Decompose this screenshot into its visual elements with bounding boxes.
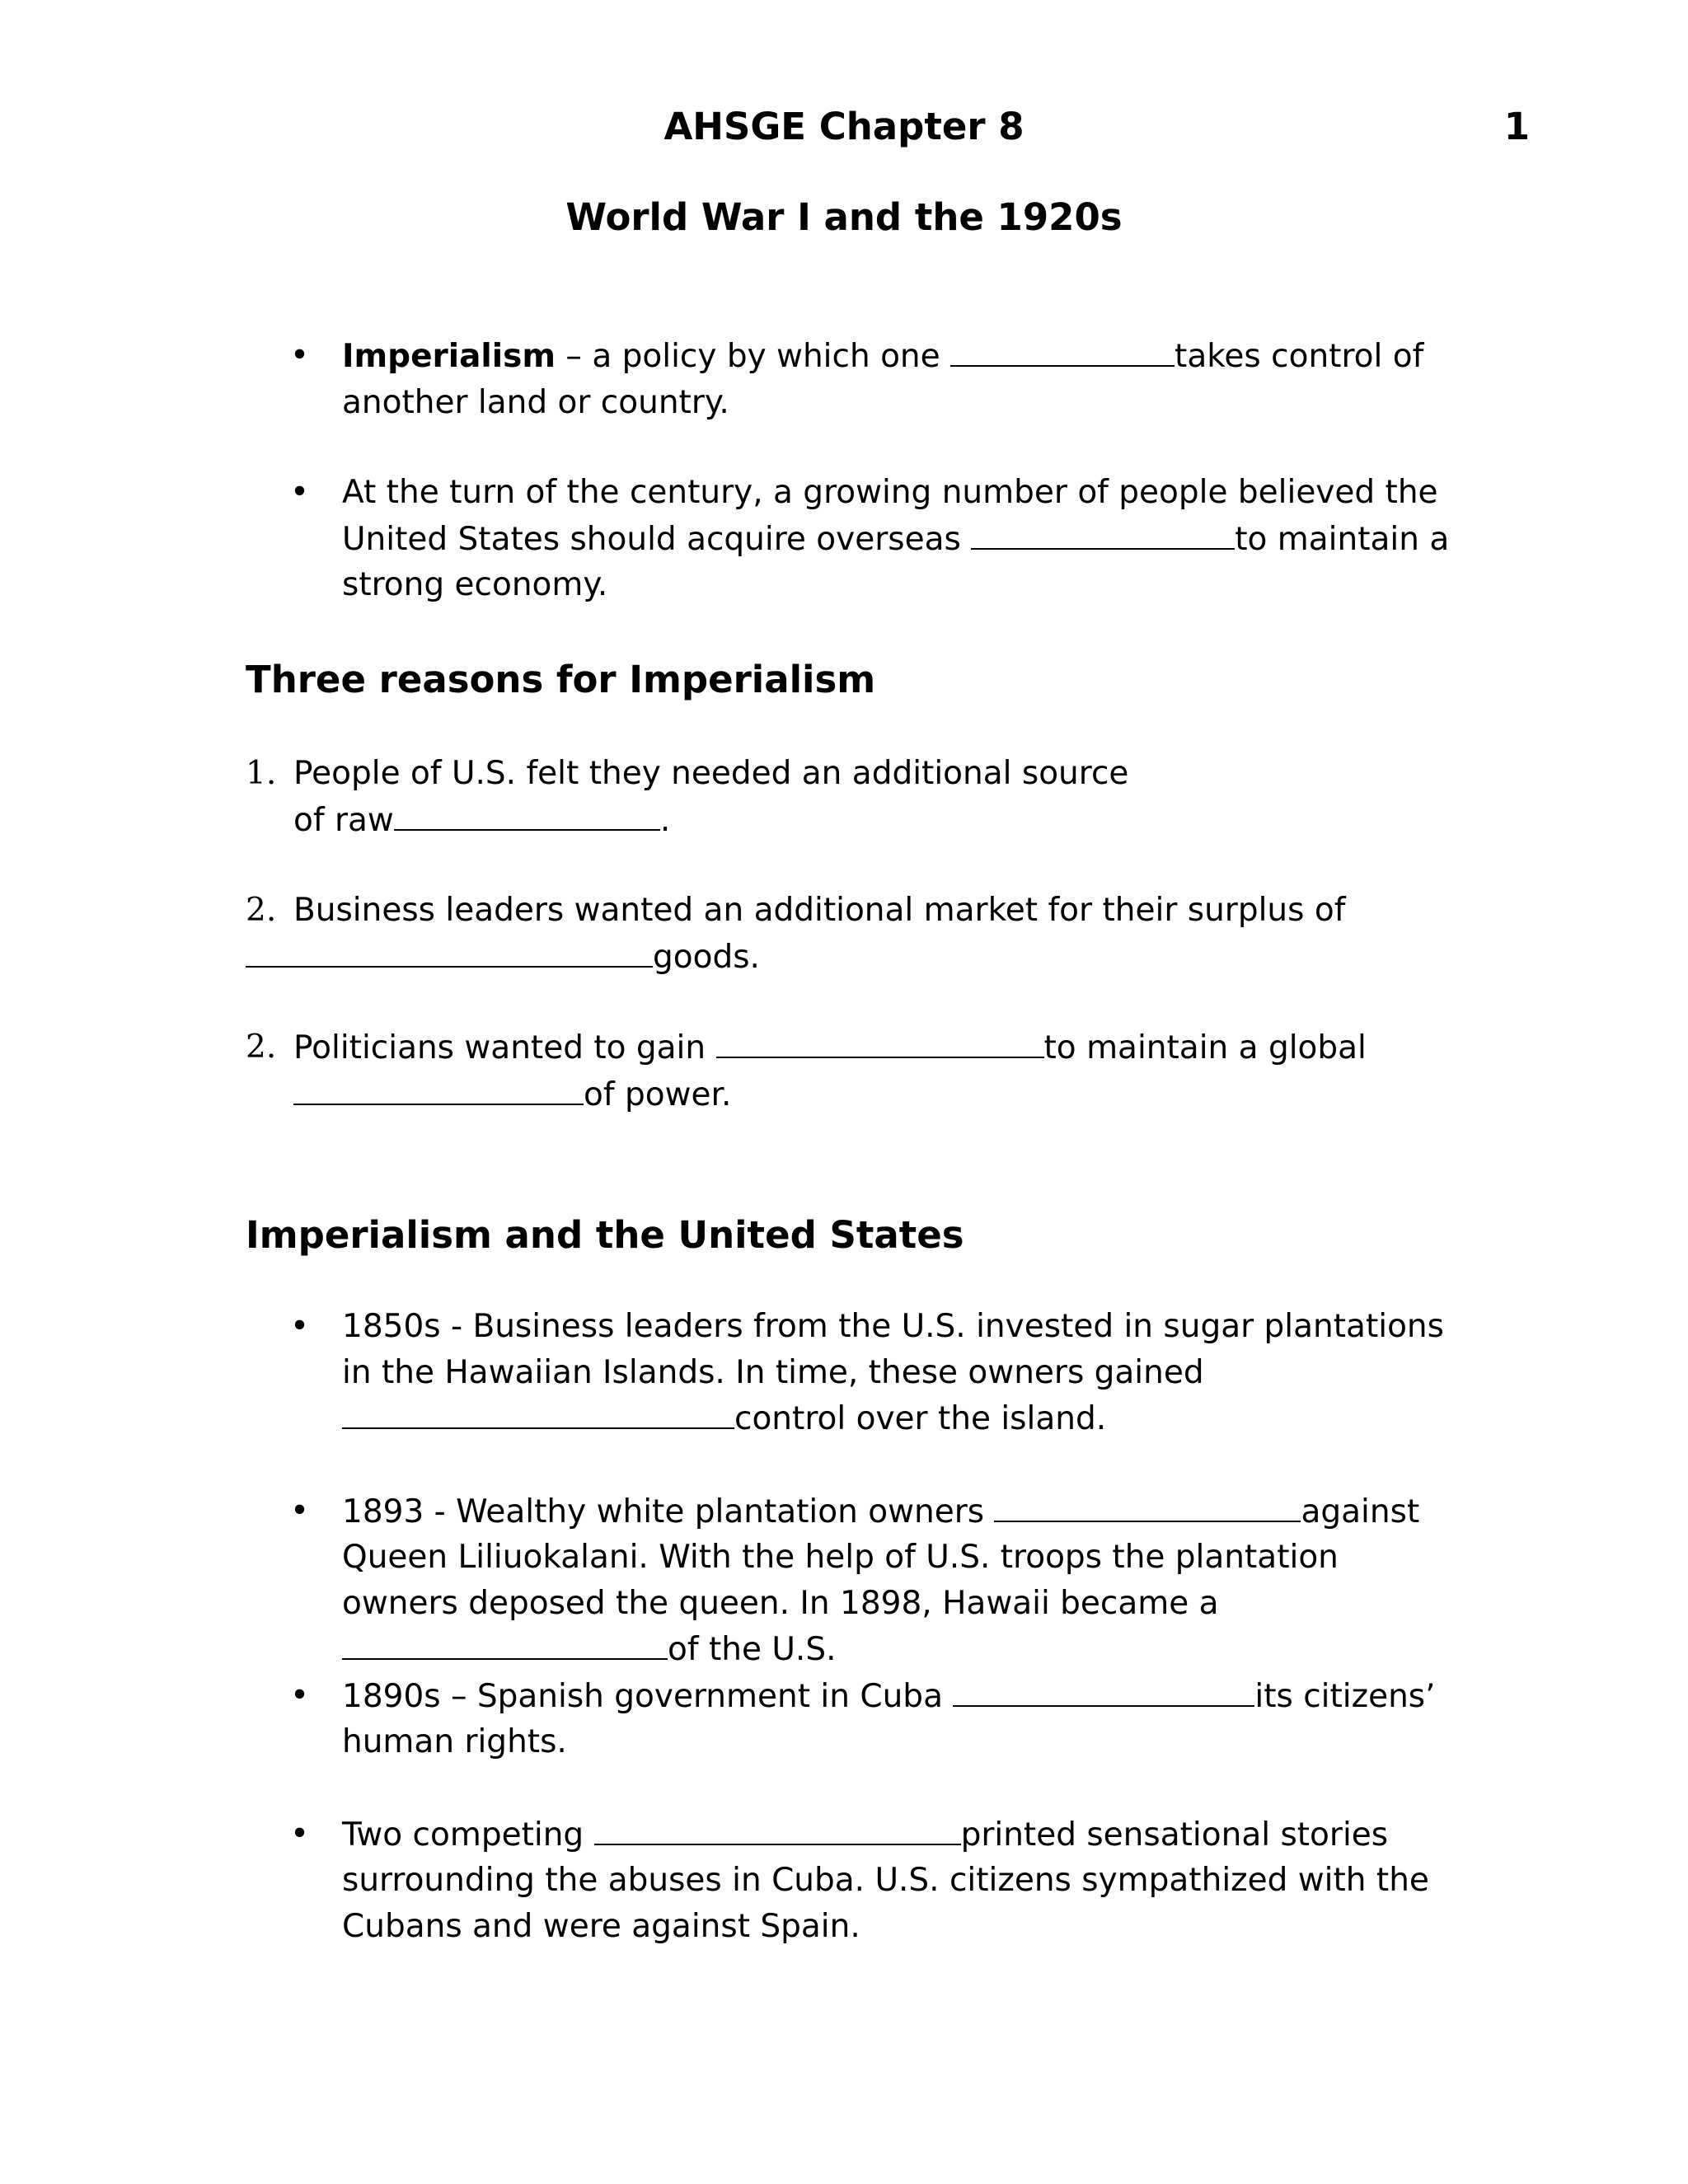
item-text: printed sensational stories surrounding the abuses in Cuba. U.S. citizens sympathized with the Cubans and were against Spain.: [342, 1816, 1429, 1945]
fill-in-blank[interactable]: [971, 516, 1235, 550]
bullet-icon: •: [290, 337, 310, 374]
section-heading: Imperialism and the United States: [246, 1213, 964, 1257]
item-text: goods.: [653, 938, 760, 976]
intro-list: [290, 333, 1461, 608]
bullet-icon: •: [290, 1492, 310, 1530]
bullet-icon: •: [290, 474, 310, 511]
item-number: 2.: [246, 892, 277, 929]
item-text: People of U.S. felt they needed an additional source of raw: [293, 755, 1129, 839]
fill-in-blank[interactable]: [293, 1071, 584, 1105]
fill-in-blank[interactable]: [594, 1811, 961, 1845]
events-list: [290, 1304, 1461, 1949]
item-text: of power.: [584, 1076, 732, 1113]
item-text: At the turn of the century, a growing number of people believed the United States should acquire overseas: [342, 474, 1438, 558]
item-text: takes control of another land or country.: [342, 338, 1424, 421]
item-text: 1850s - Business leaders from the U.S. invested in sugar plantations in the Hawaiian Islands. In time, these owners gained: [342, 1308, 1444, 1391]
item-text: against Queen Liliuokalani. With the help of U.S. troops the plantation owners deposed the queen. In 1898, Hawaii became a: [342, 1493, 1420, 1622]
fill-in-blank[interactable]: [950, 333, 1175, 367]
bullet-icon: •: [290, 1676, 310, 1714]
item-text: control over the island.: [734, 1400, 1107, 1437]
numbered-item: [246, 1024, 1432, 1118]
list-item: [290, 1304, 1461, 1442]
item-number: 1.: [246, 755, 277, 792]
item-text: Politicians wanted to gain: [293, 1029, 716, 1066]
list-item: [290, 1673, 1461, 1765]
item-text: – a policy by which one: [556, 338, 951, 375]
numbered-item: [246, 888, 1432, 980]
numbered-item: [246, 751, 1169, 843]
item-text: Two competing: [342, 1816, 594, 1854]
term: Imperialism: [342, 338, 556, 375]
item-text: its citizens’ human rights.: [342, 1677, 1436, 1760]
document-title: AHSGE Chapter 8: [663, 105, 1025, 148]
fill-in-blank[interactable]: [246, 934, 653, 968]
fill-in-blank[interactable]: [953, 1673, 1254, 1707]
list-item: [290, 333, 1461, 425]
list-item: [290, 470, 1461, 608]
item-text: of the U.S.: [668, 1631, 837, 1668]
fill-in-blank[interactable]: [342, 1395, 734, 1429]
fill-in-blank[interactable]: [394, 797, 660, 831]
document-subtitle: World War I and the 1920s: [565, 195, 1123, 239]
fill-in-blank[interactable]: [342, 1626, 668, 1660]
item-number: 2.: [246, 1029, 277, 1066]
bullet-icon: •: [290, 1815, 310, 1853]
fill-in-blank[interactable]: [994, 1488, 1301, 1522]
bullet-icon: •: [290, 1308, 310, 1345]
item-text: .: [659, 801, 671, 839]
item-text: 1890s – Spanish government in Cuba: [342, 1677, 954, 1715]
section-heading: Three reasons for Imperialism: [246, 658, 876, 701]
list-item: [290, 1811, 1461, 1950]
item-text: 1893 - Wealthy white plantation owners: [342, 1493, 995, 1530]
fill-in-blank[interactable]: [716, 1024, 1044, 1058]
list-item: [290, 1488, 1461, 1673]
item-text: to maintain a global: [1043, 1029, 1367, 1066]
page-number: 1: [1503, 105, 1530, 148]
item-text: Business leaders wanted an additional market for their surplus of: [293, 892, 1346, 929]
item-text: to maintain a strong economy.: [342, 520, 1450, 603]
